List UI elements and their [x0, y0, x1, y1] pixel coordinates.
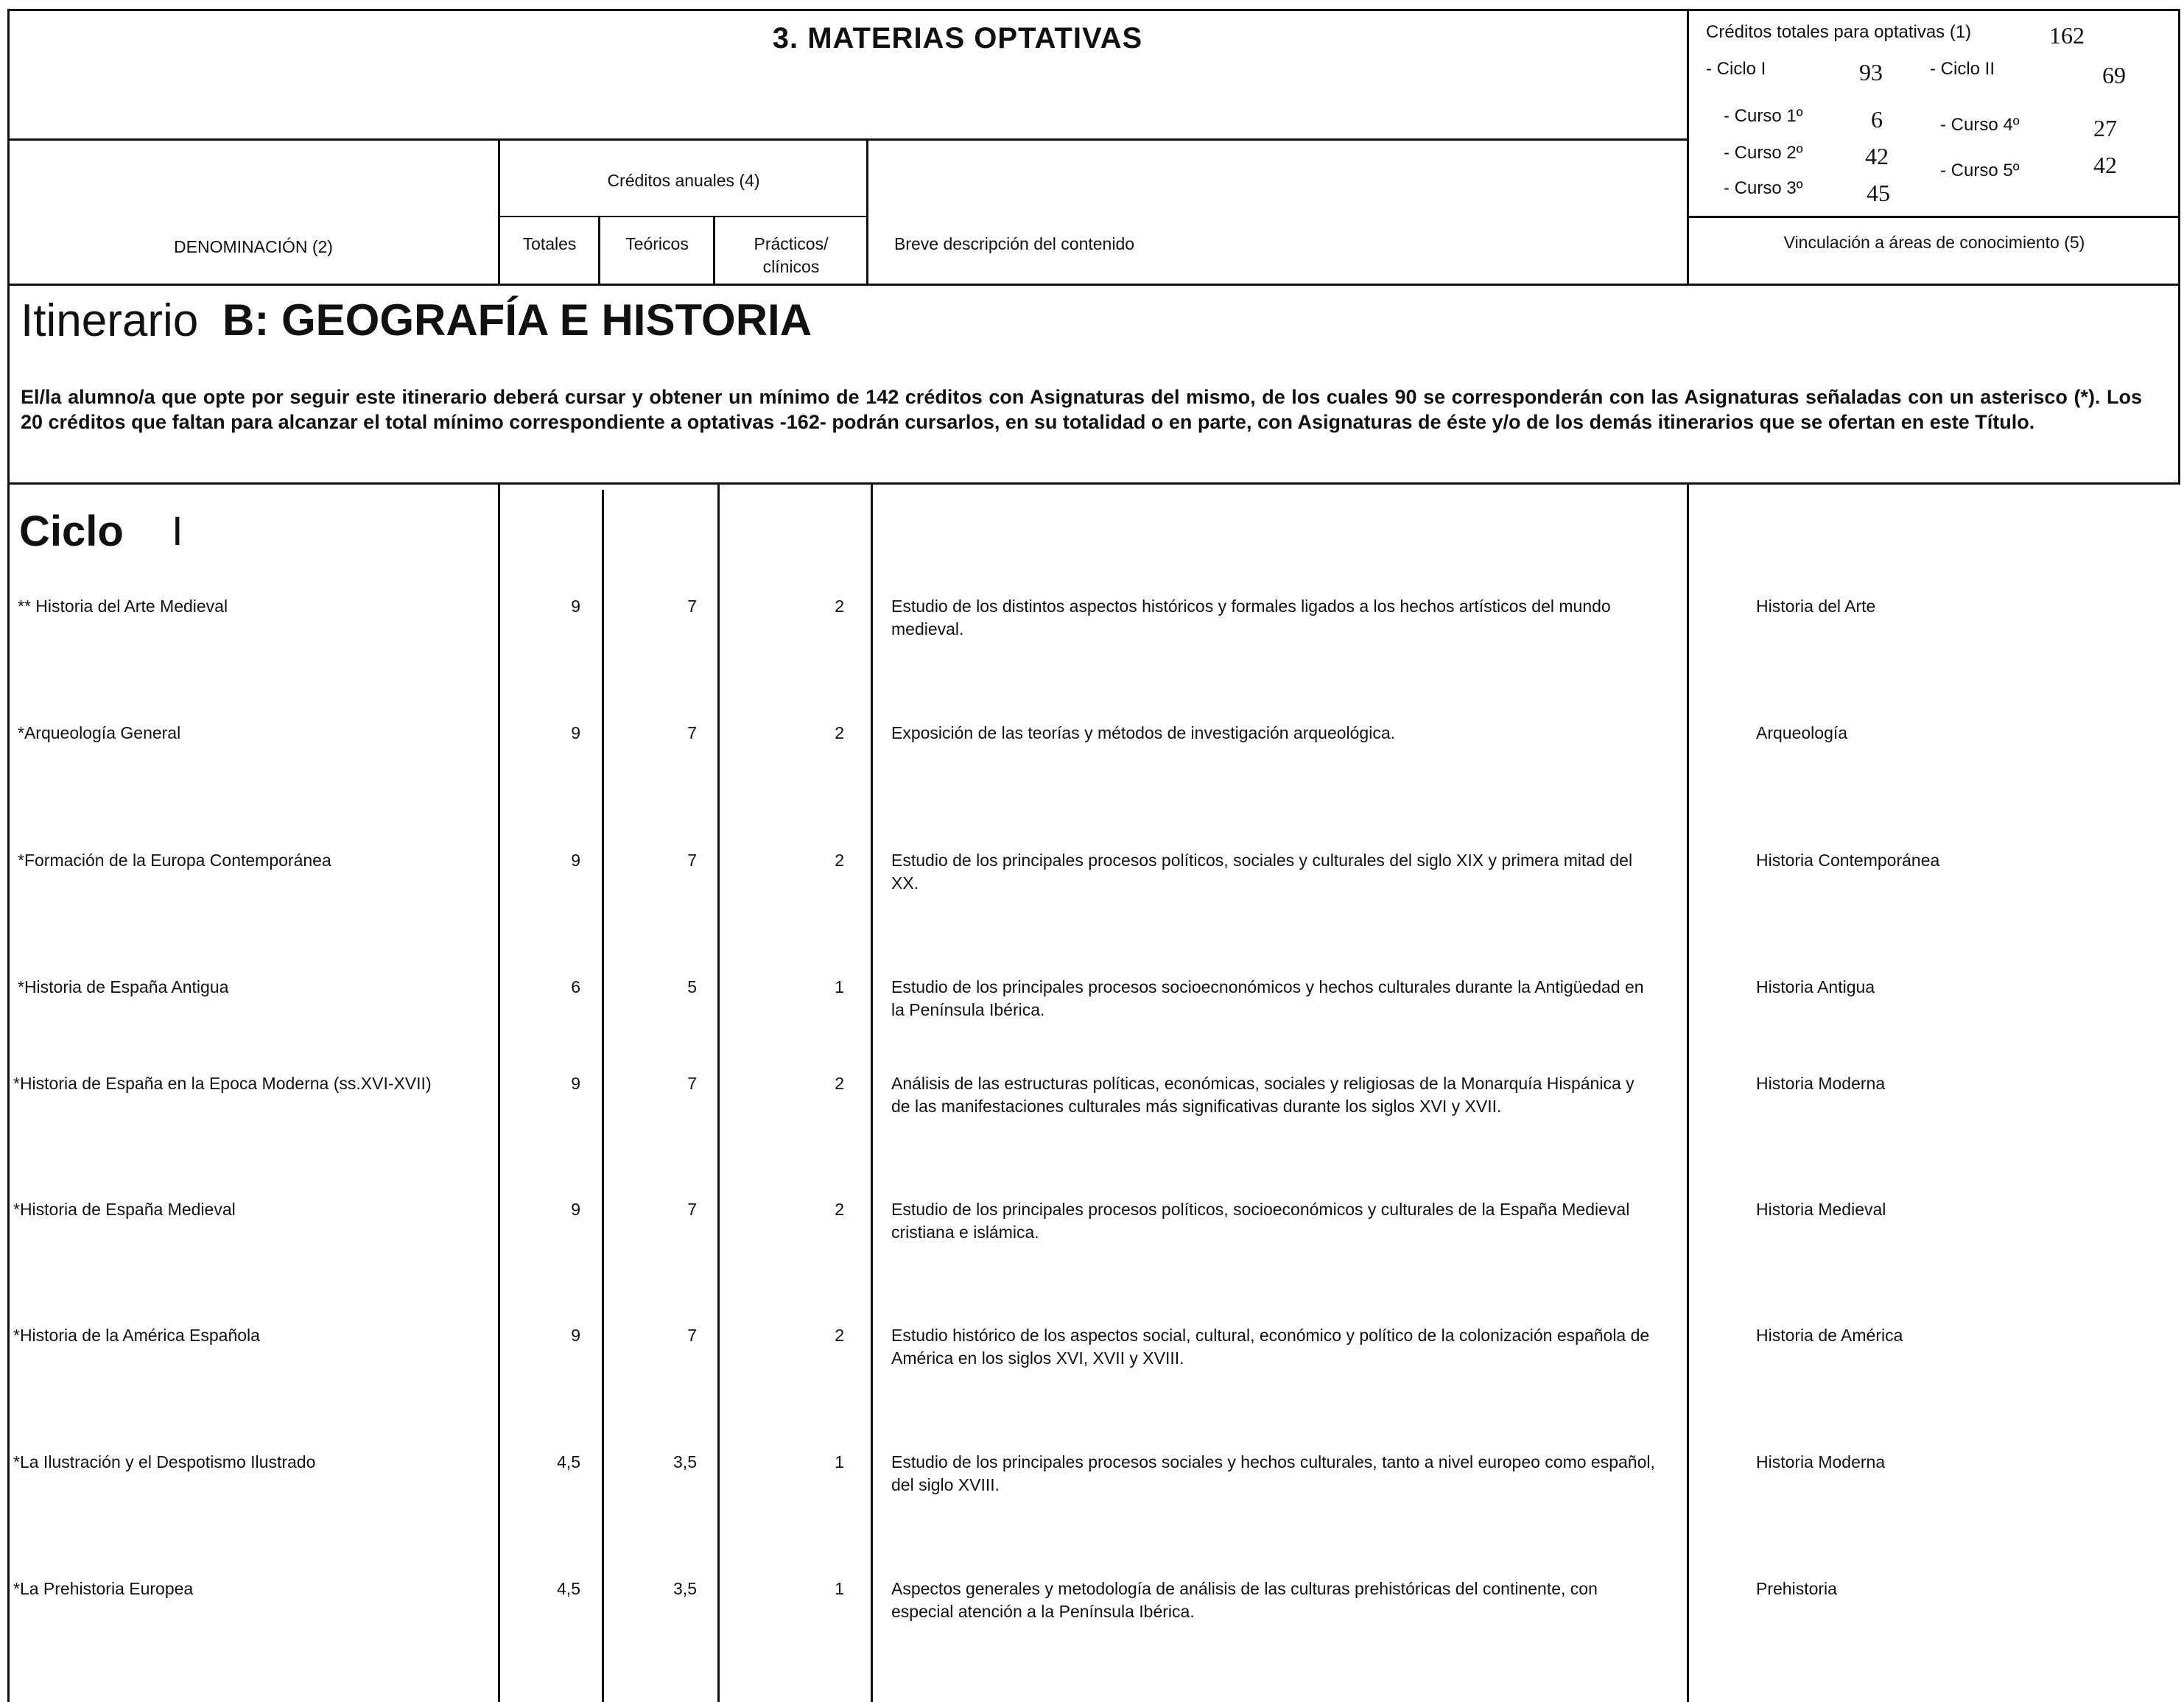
knowledge-area: Prehistoria [1756, 1579, 1837, 1598]
curso5-label: - Curso 5º [1940, 161, 2020, 180]
table-row [0, 1578, 2184, 1688]
subject-name: *Historia de la América Española [13, 1326, 260, 1345]
credits-practice: 1 [835, 977, 844, 996]
subject-name: *Historia de España Medieval [13, 1200, 236, 1219]
credits-total: 6 [571, 977, 580, 996]
header-practicos-line1: Prácticos/ [754, 234, 829, 253]
subject-description: Estudio de los principales procesos políticos, socioeconómicos y culturales de la España Medieval cristiana e islámica. [891, 1200, 1630, 1242]
itinerary-label: Itinerario [21, 295, 199, 346]
credits-theory: 7 [687, 851, 697, 870]
col-line-1-header [498, 138, 500, 284]
table-row [0, 976, 2184, 1086]
subject-description: Exposición de las teorías y métodos de investigación arqueológica. [891, 723, 1396, 742]
knowledge-area: Historia del Arte [1756, 597, 1876, 616]
knowledge-area: Historia Antigua [1756, 977, 1875, 996]
credits-total: 4,5 [557, 1579, 580, 1598]
credits-practice: 2 [835, 723, 844, 742]
credits-total: 9 [571, 597, 580, 616]
itinerary-divider [7, 482, 2180, 485]
header-totales: Totales [522, 234, 577, 253]
credits-practice: 1 [835, 1579, 844, 1598]
credits-theory: 7 [687, 597, 697, 616]
subject-name: ** Historia del Arte Medieval [18, 597, 228, 616]
credits-theory: 5 [687, 977, 697, 996]
header-denominacion: DENOMINACIÓN (2) [174, 237, 333, 256]
header-vinculacion: Vinculación a áreas de conocimiento (5) [1783, 233, 2085, 252]
curso3-label: - Curso 3º [1724, 178, 1803, 198]
subheader-divider [499, 216, 868, 217]
subject-description: Estudio de los principales procesos socioecnonómicos y hechos culturales durante la Antigüedad en la Península Ibérica. [891, 977, 1644, 1019]
header-teoricos: Teóricos [625, 234, 689, 253]
curso4-value: 27 [2093, 115, 2117, 141]
knowledge-area: Historia Contemporánea [1756, 851, 1940, 870]
subject-description: Estudio de los distintos aspectos históricos y formales ligados a los hechos artísticos del mundo medieval. [891, 597, 1611, 639]
subject-description: Estudio histórico de los aspectos social, cultural, económico y político de la colonización española de América en los siglos XVI, XVII y XVIII. [891, 1326, 1650, 1368]
ciclo2-label: - Ciclo II [1930, 59, 1995, 79]
table-row [0, 1072, 2184, 1183]
knowledge-area: Historia Medieval [1756, 1200, 1886, 1219]
subject-description: Análisis de las estructuras políticas, económicas, sociales y religiosas de la Monarquía Hispánica y de las manifestaciones culturales más significativas durante los siglos XVI y XVII. [891, 1074, 1635, 1116]
curso3-value: 45 [1867, 180, 1890, 206]
credits-practice: 2 [835, 1200, 844, 1219]
credits-total: 4,5 [557, 1452, 580, 1471]
credits-practice: 2 [835, 1326, 844, 1345]
header-creditos-anuales: Créditos anuales (4) [607, 171, 760, 190]
knowledge-area: Historia de América [1756, 1326, 1903, 1345]
credits-theory: 3,5 [673, 1452, 697, 1471]
curso2-value: 42 [1865, 143, 1889, 169]
subject-name: *La Ilustración y el Despotismo Ilustrado [13, 1452, 316, 1471]
cycle-heading: Ciclo [19, 507, 124, 555]
cycle-number: I [172, 507, 183, 554]
credits-total: 9 [571, 1074, 580, 1093]
outer-border-top [7, 9, 2180, 11]
table-row [0, 1198, 2184, 1309]
credits-practice: 2 [835, 1074, 844, 1093]
section-title: 3. MATERIAS OPTATIVAS [772, 22, 1143, 54]
credits-theory: 7 [687, 1074, 697, 1093]
ciclo2-value: 69 [2102, 62, 2126, 88]
subject-description: Estudio de los principales procesos sociales y hechos culturales, tanto a nivel europeo como español, del siglo XVIII. [891, 1452, 1655, 1494]
curso1-value: 6 [1871, 106, 1883, 133]
credits-total-value: 162 [2049, 22, 2085, 49]
subject-name: *Historia de España Antigua [18, 977, 229, 996]
knowledge-area: Arqueología [1756, 723, 1848, 742]
credits-theory: 3,5 [673, 1579, 697, 1598]
credits-practice: 2 [835, 597, 844, 616]
itinerary-note: El/la alumno/a que opte por seguir este itinerario deberá cursar y obtener un mínimo de 142 créditos con Asignaturas del mismo, de los cuales 90 se corresponderán con las Asignaturas señaladas con un asterisco (*). Los 20 créditos que faltan para alcanzar el total mínimo correspondiente a optativas -162- podrán cursarlos, en su totalidad o en parte, con Asignaturas de éste y/o de los demás itinerarios que se ofertan en este Título. [21, 386, 2142, 433]
credits-total: 9 [571, 851, 580, 870]
knowledge-area: Historia Moderna [1756, 1452, 1886, 1471]
curso5-value: 42 [2093, 152, 2117, 178]
header-descripcion: Breve descripción del contenido [894, 234, 1135, 253]
ciclo1-value: 93 [1859, 59, 1883, 85]
credits-box-bottom [1687, 216, 2180, 218]
table-row [0, 595, 2184, 706]
credits-theory: 7 [687, 1326, 697, 1345]
subject-name: *Historia de España en la Epoca Moderna (ss.XVI-XVII) [13, 1074, 432, 1093]
itinerary-name: B: GEOGRAFÍA E HISTORIA [222, 295, 812, 345]
subject-description: Aspectos generales y metodología de análisis de las culturas prehistóricas del continente, con especial atención a la Península Ibérica. [891, 1579, 1598, 1621]
credits-theory: 7 [687, 723, 697, 742]
table-row [0, 722, 2184, 832]
header-divider-1 [7, 138, 1687, 141]
curso4-label: - Curso 4º [1940, 115, 2020, 135]
table-row [0, 849, 2184, 960]
credits-total: 9 [571, 1200, 580, 1219]
credits-total: 9 [571, 723, 580, 742]
header-divider-2 [7, 284, 2180, 286]
credits-theory: 7 [687, 1200, 697, 1219]
credits-practice: 2 [835, 851, 844, 870]
subject-name: *La Prehistoria Europea [13, 1579, 194, 1598]
curso2-label: - Curso 2º [1724, 143, 1803, 163]
header-practicos-line2: clínicos [762, 257, 820, 276]
table-row [0, 1324, 2184, 1435]
subject-name: *Formación de la Europa Contemporánea [18, 851, 331, 870]
credits-total-label: Créditos totales para optativas (1) [1706, 22, 1972, 42]
curso1-label: - Curso 1º [1724, 106, 1803, 126]
subject-description: Estudio de los principales procesos políticos, sociales y culturales del siglo XIX y primera mitad del XX. [891, 851, 1633, 893]
subject-name: *Arqueología General [18, 723, 181, 742]
credits-total: 9 [571, 1326, 580, 1345]
table-row [0, 1451, 2184, 1561]
ciclo1-label: - Ciclo I [1706, 59, 1766, 79]
knowledge-area: Historia Moderna [1756, 1074, 1886, 1093]
credits-practice: 1 [835, 1452, 844, 1471]
